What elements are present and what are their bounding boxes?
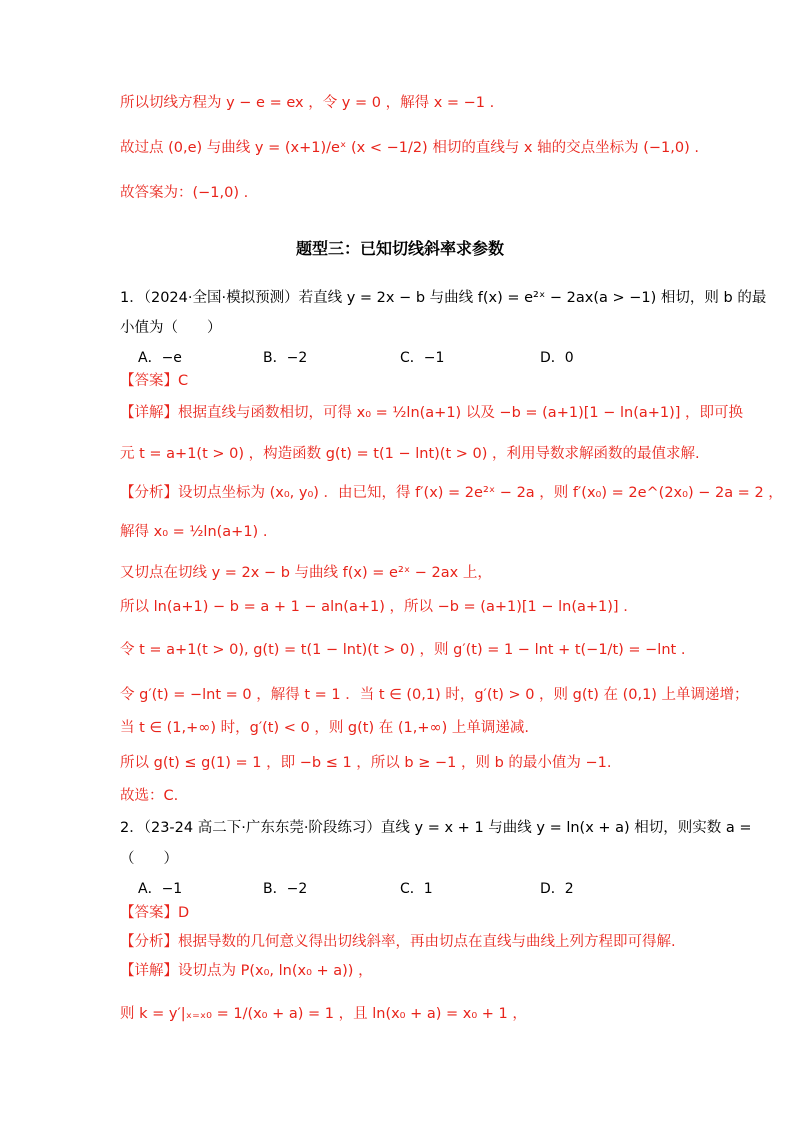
q2-analysis: 【分析】根据导数的几何意义得出切线斜率，再由切点在直线与曲线上列方程即可得解. bbox=[120, 934, 676, 950]
q1-option-b: B．−2 bbox=[263, 350, 308, 366]
q2-detail: 【详解】设切点为 P(x₀, ln(x₀ + a)) ， bbox=[120, 963, 373, 979]
q1-step: 当 t ∈ (1,+∞) 时，g′(t) < 0 ，则 g(t) 在 (1,+∞) 上单调递减. bbox=[120, 720, 529, 736]
q2-option-b: B．−2 bbox=[263, 881, 308, 897]
q1-detail: 【详解】根据直线与函数相切，可得 x₀ = ½ln(a+1) 以及 −b = (a+1)[1 − ln(a+1)] ，即可换 bbox=[120, 405, 744, 421]
text-line: 故过点 (0,e) 与曲线 y = (x+1)/eˣ (x < −1/2) 相切的直线与 x 轴的交点坐标为 (−1,0) . bbox=[120, 140, 699, 156]
q1-option-a: A．−e bbox=[138, 350, 182, 366]
q1-step: 令 g′(t) = −lnt = 0 ，解得 t = 1 ．当 t ∈ (0,1) 时，g′(t) > 0 ，则 g(t) 在 (0,1) 上单调递增； bbox=[120, 687, 749, 703]
question-1-stem: 1．（2024·全国·模拟预测）若直线 y = 2x − b 与曲线 f(x) = e²ˣ − 2ax(a > −1) 相切，则 b 的最 bbox=[120, 290, 767, 306]
q1-answer: 【答案】C bbox=[120, 373, 189, 389]
question-1-stem-cont: 小值为（ ） bbox=[120, 320, 222, 336]
section-heading: 题型三：已知切线斜率求参数 bbox=[295, 239, 504, 258]
text-line: 所以切线方程为 y − e = ex ，令 y = 0 ，解得 x = −1 . bbox=[120, 95, 495, 111]
q1-option-c: C．−1 bbox=[400, 350, 445, 366]
q1-analysis: 【分析】设切点坐标为 (x₀, y₀) ．由已知，得 f′(x) = 2e²ˣ − 2a ，则 f′(x₀) = 2e^(2x₀) − 2a = 2 ， bbox=[120, 485, 783, 501]
q1-step: 所以 ln(a+1) − b = a + 1 − aln(a+1) ，所以 −b = (a+1)[1 − ln(a+1)] . bbox=[120, 599, 628, 615]
q2-option-c: C．1 bbox=[400, 881, 433, 897]
q2-option-a: A．−1 bbox=[138, 881, 183, 897]
q2-detail-cont: 则 k = y′|ₓ₌ₓ₀ = 1/(x₀ + a) = 1 ，且 ln(x₀ + a) = x₀ + 1 ， bbox=[120, 1006, 527, 1022]
question-2-stem-cont: （ ） bbox=[120, 851, 178, 867]
q1-step: 所以 g(t) ≤ g(1) = 1 ，即 −b ≤ 1 ，所以 b ≥ −1 ，则 b 的最小值为 −1. bbox=[120, 755, 612, 771]
q1-step: 又切点在切线 y = 2x − b 与曲线 f(x) = e²ˣ − 2ax 上， bbox=[120, 565, 492, 581]
question-2-stem: 2．（23-24 高二下·广东东莞·阶段练习）直线 y = x + 1 与曲线 y = ln(x + a) 相切，则实数 a = bbox=[120, 820, 752, 836]
q1-analysis-cont: 解得 x₀ = ½ln(a+1) . bbox=[120, 524, 268, 540]
q1-step: 故选：C. bbox=[120, 788, 179, 804]
q2-answer: 【答案】D bbox=[120, 905, 190, 921]
q1-option-d: D．0 bbox=[540, 350, 574, 366]
text-line: 故答案为：(−1,0) . bbox=[120, 185, 249, 201]
q1-detail-cont: 元 t = a+1(t > 0) ，构造函数 g(t) = t(1 − lnt)(t > 0) ，利用导数求解函数的最值求解. bbox=[120, 446, 700, 462]
q1-step: 令 t = a+1(t > 0), g(t) = t(1 − lnt)(t > 0) ，则 g′(t) = 1 − lnt + t(−1/t) = −lnt . bbox=[120, 642, 686, 658]
q2-option-d: D．2 bbox=[540, 881, 574, 897]
